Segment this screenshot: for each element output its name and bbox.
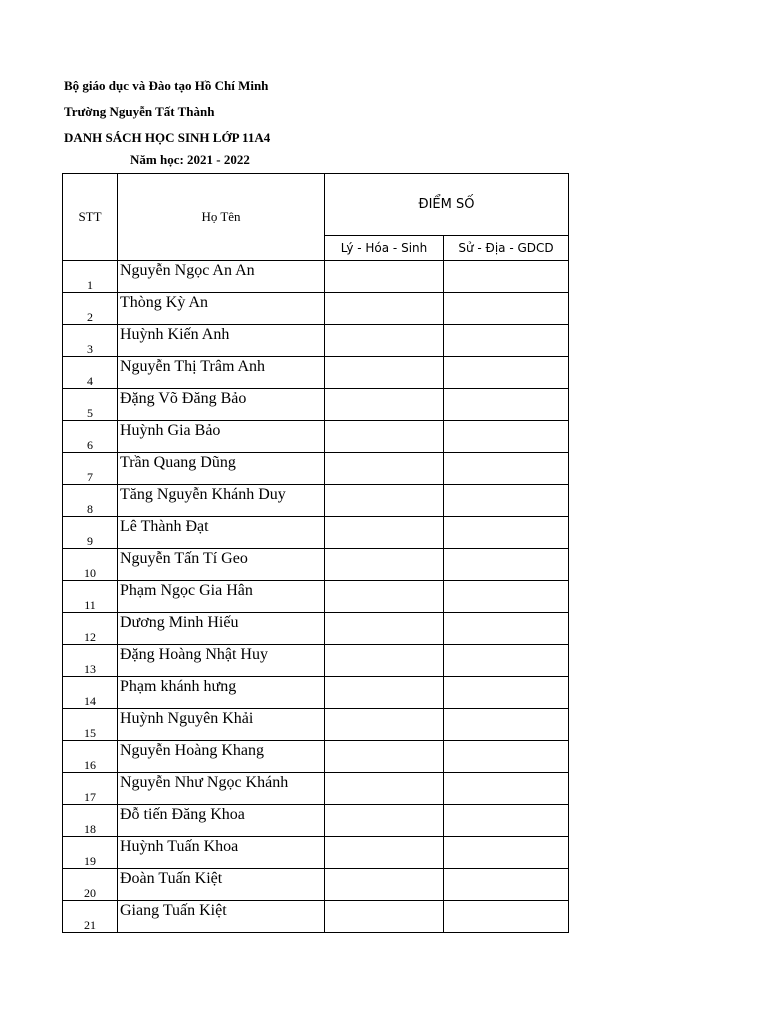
score-cell-social[interactable]	[444, 325, 569, 357]
student-name: Giang Tuấn Kiệt	[118, 901, 325, 933]
score-cell-social[interactable]	[444, 261, 569, 293]
table-row	[63, 837, 569, 869]
row-number: 8	[63, 485, 118, 517]
table-row	[63, 453, 569, 485]
score-cell-social[interactable]	[444, 389, 569, 421]
student-name: Đỗ tiến Đăng Khoa	[118, 805, 325, 837]
score-cell-social[interactable]	[444, 485, 569, 517]
score-cell-science[interactable]	[325, 261, 444, 293]
school-year: Năm học: 2021 - 2022	[130, 152, 250, 167]
score-cell-science[interactable]	[325, 645, 444, 677]
student-name: Huỳnh Tuấn Khoa	[118, 837, 325, 869]
row-number: 16	[63, 741, 118, 773]
name-header: Họ Tên	[118, 174, 325, 261]
score-cell-social[interactable]	[444, 645, 569, 677]
student-name: Dương Minh Hiếu	[118, 613, 325, 645]
score-cell-social[interactable]	[444, 581, 569, 613]
score-cell-science[interactable]	[325, 805, 444, 837]
student-name: Nguyễn Thị Trâm Anh	[118, 357, 325, 389]
row-number: 3	[63, 325, 118, 357]
score-cell-social[interactable]	[444, 869, 569, 901]
score-cell-social[interactable]	[444, 357, 569, 389]
score-cell-social[interactable]	[444, 453, 569, 485]
table-row	[63, 869, 569, 901]
student-name: Huỳnh Kiến Anh	[118, 325, 325, 357]
score-header: ĐIỂM SỐ	[325, 174, 569, 236]
score-cell-social[interactable]	[444, 421, 569, 453]
row-number: 12	[63, 613, 118, 645]
table-row	[63, 581, 569, 613]
score-cell-science[interactable]	[325, 901, 444, 933]
table-row	[63, 261, 569, 293]
table-row	[63, 773, 569, 805]
student-name: Đặng Hoàng Nhật Huy	[118, 645, 325, 677]
table-row	[63, 805, 569, 837]
ministry-heading: Bộ giáo dục và Đào tạo Hồ Chí Minh	[64, 78, 269, 93]
score-cell-social[interactable]	[444, 677, 569, 709]
student-table	[62, 173, 569, 933]
row-number: 5	[63, 389, 118, 421]
score-subheader-social: Sử - Địa - GDCD	[444, 236, 569, 261]
score-cell-science[interactable]	[325, 517, 444, 549]
student-name: Thòng Kỳ An	[118, 293, 325, 325]
score-cell-science[interactable]	[325, 325, 444, 357]
row-number: 9	[63, 517, 118, 549]
table-row	[63, 357, 569, 389]
score-cell-science[interactable]	[325, 837, 444, 869]
score-cell-science[interactable]	[325, 741, 444, 773]
student-name: Nguyễn Tấn Tí Geo	[118, 549, 325, 581]
row-number: 17	[63, 773, 118, 805]
table-row	[63, 709, 569, 741]
row-number: 19	[63, 837, 118, 869]
row-number: 21	[63, 901, 118, 933]
score-cell-social[interactable]	[444, 709, 569, 741]
student-name: Lê Thành Đạt	[118, 517, 325, 549]
table-row	[63, 613, 569, 645]
score-cell-science[interactable]	[325, 773, 444, 805]
row-number: 10	[63, 549, 118, 581]
table-row	[63, 517, 569, 549]
table-row	[63, 485, 569, 517]
row-number: 20	[63, 869, 118, 901]
score-cell-social[interactable]	[444, 901, 569, 933]
student-name: Phạm khánh hưng	[118, 677, 325, 709]
row-number: 4	[63, 357, 118, 389]
score-cell-science[interactable]	[325, 549, 444, 581]
score-cell-science[interactable]	[325, 613, 444, 645]
row-number: 11	[63, 581, 118, 613]
score-cell-social[interactable]	[444, 837, 569, 869]
score-cell-science[interactable]	[325, 581, 444, 613]
score-subheader-science: Lý - Hóa - Sinh	[325, 236, 444, 261]
table-row	[63, 325, 569, 357]
student-name: Đoàn Tuấn Kiệt	[118, 869, 325, 901]
row-number: 6	[63, 421, 118, 453]
row-number: 7	[63, 453, 118, 485]
row-number: 15	[63, 709, 118, 741]
student-name: Trần Quang Dũng	[118, 453, 325, 485]
score-cell-science[interactable]	[325, 869, 444, 901]
row-number: 18	[63, 805, 118, 837]
score-cell-social[interactable]	[444, 293, 569, 325]
student-name: Đặng Võ Đăng Bảo	[118, 389, 325, 421]
score-cell-science[interactable]	[325, 293, 444, 325]
score-cell-science[interactable]	[325, 709, 444, 741]
table-row	[63, 389, 569, 421]
list-title: DANH SÁCH HỌC SINH LỚP 11A4	[64, 130, 271, 145]
score-cell-science[interactable]	[325, 421, 444, 453]
student-name: Nguyễn Ngọc An An	[118, 261, 325, 293]
student-name: Huỳnh Gia Bảo	[118, 421, 325, 453]
score-cell-social[interactable]	[444, 549, 569, 581]
score-cell-social[interactable]	[444, 517, 569, 549]
score-cell-science[interactable]	[325, 677, 444, 709]
row-number: 2	[63, 293, 118, 325]
table-row	[63, 645, 569, 677]
table-row	[63, 293, 569, 325]
student-name: Nguyễn Như Ngọc Khánh	[118, 773, 325, 805]
student-name: Phạm Ngọc Gia Hân	[118, 581, 325, 613]
table-row	[63, 901, 569, 933]
table-row	[63, 549, 569, 581]
student-name: Tăng Nguyễn Khánh Duy	[118, 485, 325, 517]
row-number: 14	[63, 677, 118, 709]
score-cell-social[interactable]	[444, 773, 569, 805]
student-name: Nguyễn Hoàng Khang	[118, 741, 325, 773]
score-cell-social[interactable]	[444, 805, 569, 837]
stt-header: STT	[63, 174, 118, 261]
school-heading: Trường Nguyễn Tất Thành	[64, 104, 215, 119]
table-row	[63, 677, 569, 709]
score-cell-science[interactable]	[325, 389, 444, 421]
score-cell-social[interactable]	[444, 741, 569, 773]
row-number: 1	[63, 261, 118, 293]
score-cell-science[interactable]	[325, 357, 444, 389]
row-number: 13	[63, 645, 118, 677]
table-row	[63, 421, 569, 453]
score-cell-science[interactable]	[325, 485, 444, 517]
table-row	[63, 741, 569, 773]
student-name: Huỳnh Nguyên Khải	[118, 709, 325, 741]
score-cell-science[interactable]	[325, 453, 444, 485]
score-cell-social[interactable]	[444, 613, 569, 645]
